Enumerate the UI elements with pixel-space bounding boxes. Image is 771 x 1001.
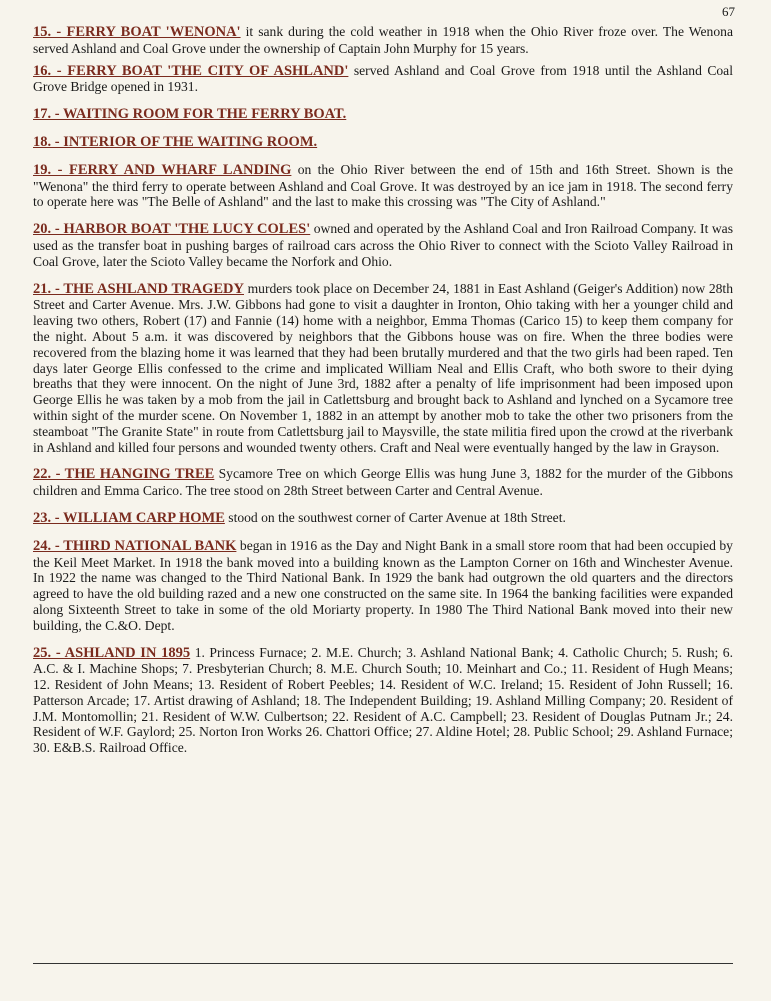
entry-text: murders took place on December 24, 1881 in East Ashland (Geiger's Addition) now 28th Street and Carter Avenue. Mrs. J.W. Gibbons had gone to visit a daughter in Ironton, Ohio taking with her a younger child and leaving two others, Robert (17) and Fannie (14) home with a neighbor, Emma Thomas (Carico 15) to keep them company for the night. About 5 a.m. it was discovered by neighbors that the Gibbons house was on fire. When the three bodies were recovered from the blazing home it was learned that they had been brutally murdered and that the two girls had been raped. Ten days later George Ellis confessed to the crime and implicated William Neal and Ellis Craft, who both swore to their dying breaths that they were innocent. On the night of June 3rd, 1882 after a penalty of life imprisonment had been imposed upon George Ellis he was taken by a mob from the jail in Catlettsburg and brought back to Ashland and lynched on a Sycamore tree within sight of the murder scene. On November 1, 1882 in an attempt by another mob to take the other two prisoners from the steamboat "The Granite State" in route from Catlettsburg jail to Maysville, the state militia fired upon the crowd at the riverbank in Ashland and killed four persons and wounded twenty others. Craft and Neal were eventually hanged by the law in Grayson. bbox=[33, 280, 733, 455]
entry-21 bbox=[33, 281, 733, 456]
page-number: 67 bbox=[722, 4, 735, 19]
bottom-rule bbox=[33, 963, 733, 964]
entry-text: it sank during the cold weather in 1918 when the Ohio River froze over. The Wenona served Ashland and Coal Grove under the ownership of Captain John Murphy for 15 years. bbox=[33, 24, 733, 56]
entry-text: stood on the southwest corner of Carter Avenue at 18th Street. bbox=[224, 509, 566, 525]
entry-19 bbox=[33, 162, 733, 210]
entry-15 bbox=[33, 24, 733, 57]
entry-text: served Ashland and Coal Grove from 1918 until the Ashland Coal Grove Bridge opened in 1931. bbox=[33, 62, 733, 95]
entry-text: owned and operated by the Ashland Coal and Iron Railroad Company. It was used as the transfer boat in pushing barges of railroad cars across the Ohio River to connect with the Scioto Valley Railroad in Coal Grove, later the Scioto Valley became the Norfork and Ohio. bbox=[33, 221, 734, 269]
entry-heading: 23. - WILLIAM CARP HOME bbox=[33, 509, 225, 526]
page-content bbox=[33, 24, 733, 767]
entry-22 bbox=[33, 466, 733, 499]
entry-heading: 19. - FERRY AND WHARF LANDING bbox=[33, 161, 292, 178]
entry-text: on the Ohio River between the end of 15th and 16th Street. Shown is the "Wenona" the third ferry to operate between Ashland and Coal Grove. It was destroyed by an ice jam in 1918. The second ferry to operate here was "The Belle of Ashland" and the last to make this crossing was "The City of Ashland." bbox=[33, 161, 733, 210]
entry-18 bbox=[33, 134, 733, 151]
entry-text: 1. Princess Furnace; 2. M.E. Church; 3. Ashland National Bank; 4. Catholic Church; 5. Rush; 6. A.C. & I. Machine Shops; 7. Presbyterian Church; 8. M.E. Church South; 10. Meinhart and Co.; 11. Resident of Hugh Means; 12. Resident of John Means; 13. Resident of Robert Peebles; 14. Resident of W.C. Ireland; 15. Resident of John Russell; 16. Patterson Arcade; 17. Artist drawing of Ashland; 18. The Independent Building; 19. Ashland Milling Company; 20. Resident of J.M. Montomollin; 21. Resident of W.W. Culbertson; 22. Resident of A.C. Campbell; 23. Resident of Douglas Putnam Jr.; 24. Resident of W.F. Gaylord; 25. Norton Iron Works 26. Chattori Office; 27. Aldine Hotel; 28. Public School; 29. Ashland Furnace; 30. E&B.S. Railroad Office. bbox=[33, 644, 733, 756]
entry-text: Sycamore Tree on which George Ellis was hung June 3, 1882 for the murder of the Gibbons children and Emma Carico. The tree stood on 28th Street between Carter and Central Avenue. bbox=[33, 466, 733, 499]
entry-heading: 22. - THE HANGING TREE bbox=[33, 466, 215, 483]
entry-heading: 24. - THIRD NATIONAL BANK bbox=[33, 537, 237, 554]
entry-heading: 16. - FERRY BOAT 'THE CITY OF ASHLAND' bbox=[33, 62, 349, 79]
entry-17 bbox=[33, 106, 733, 123]
entry-heading: 18. - INTERIOR OF THE WAITING ROOM. bbox=[33, 133, 318, 150]
entry-text: began in 1916 as the Day and Night Bank in a small store room that had been occupied by the Keil Meet Market. In 1918 the bank moved into a building known as the Lampton Corner on 16th and Winchester Avenue. In 1922 the name was changed to the Third National Bank. In 1929 the bank had outgrown the old quarters and the directors agreed to have the old building razed and a new one constructed on the same site. In 1964 the banking facilities were expanded along Sixteenth Street to take in some of the old Moriarty property. In 1980 The Third National Bank moved into their new building, the C.&O. Dept. bbox=[33, 537, 733, 633]
entry-heading: 21. - THE ASHLAND TRAGEDY bbox=[33, 280, 244, 297]
entry-heading: 20. - HARBOR BOAT 'THE LUCY COLES' bbox=[33, 221, 311, 238]
entry-20 bbox=[33, 221, 733, 269]
entry-16 bbox=[33, 63, 733, 96]
entry-24 bbox=[33, 538, 733, 634]
entry-heading: 15. - FERRY BOAT 'WENONA' bbox=[33, 24, 241, 40]
entry-25 bbox=[33, 645, 733, 757]
entry-heading: 17. - WAITING ROOM FOR THE FERRY BOAT. bbox=[33, 106, 347, 123]
entry-23 bbox=[33, 510, 733, 527]
entry-heading: 25. - ASHLAND IN 1895 bbox=[33, 644, 191, 661]
